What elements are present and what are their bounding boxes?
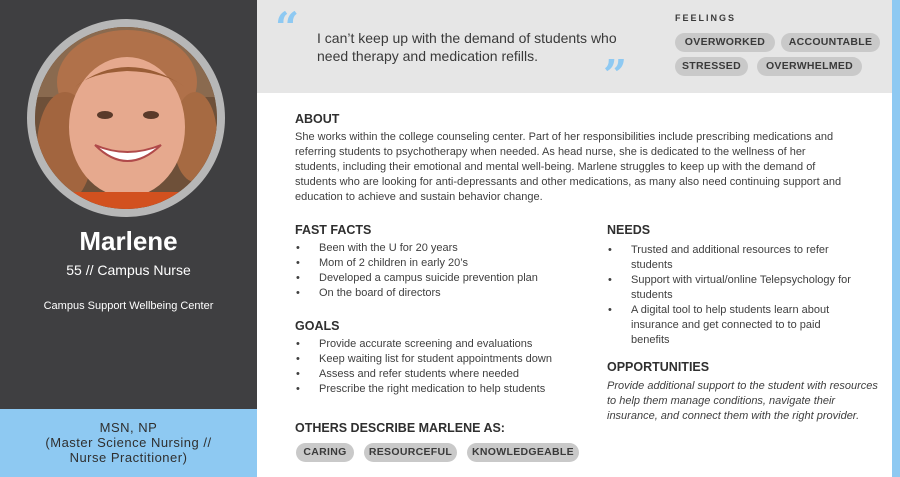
persona-photo-frame [27, 19, 225, 217]
persona-photo [35, 27, 217, 209]
credentials-line: MSN, NP [99, 420, 158, 435]
opportunities-heading: OPPORTUNITIES [607, 360, 710, 374]
accent-stripe [892, 0, 900, 477]
list-item: • Been with the U for 20 years [295, 241, 595, 256]
persona-name: Marlene [79, 226, 178, 256]
feeling-tag: STRESSED [675, 57, 748, 76]
quote-panel [257, 0, 892, 100]
list-item: • Assess and refer students where needed [295, 367, 595, 382]
descriptor-tag: CARING [296, 443, 354, 462]
feeling-tag: ACCOUNTABLE [781, 33, 880, 52]
credentials-line: Nurse Practitioner) [69, 450, 188, 465]
persona-sidebar [0, 0, 257, 477]
credentials-line: (Master Science Nursing // [45, 435, 212, 450]
list-item: • Mom of 2 children in early 20’s [295, 256, 595, 271]
goals-heading: GOALS [295, 319, 340, 333]
persona-quote: I can’t keep up with the demand of students who need therapy and medication refills. [317, 30, 617, 64]
close-quote-icon: ” [603, 51, 628, 100]
descriptor-tag: KNOWLEDGEABLE [467, 443, 579, 462]
about-text: She works within the college counseling center. Part of her responsibilities include prescribing medications and referring students to psychotherapy when needed. As head nurse, she is dedicated to the wellness of her students, including their emotional and mental well-being. Marlene struggles to keep up with the demand of students who are looking for anti-depressants and other medications, as many also need continuing support and education to achieve and sustain behavior change. [295, 131, 842, 203]
list-item: • On the board of directors [295, 286, 595, 301]
feeling-tag: OVERWORKED [675, 33, 775, 52]
about-heading: ABOUT [295, 112, 340, 126]
list-item: • Support with virtual/online Telepsychology for students [607, 273, 857, 303]
list-item: • Provide accurate screening and evaluations [295, 337, 595, 352]
list-item: • Trusted and additional resources to refer students [607, 243, 857, 273]
goals-list [295, 337, 595, 397]
list-item: • Developed a campus suicide prevention plan [295, 271, 595, 286]
fast-facts-list [295, 241, 595, 301]
credentials-box [0, 409, 257, 477]
list-item: • A digital tool to help students learn about insurance and get connected to to paid benefits [607, 303, 857, 348]
list-item: • Prescribe the right medication to help students [295, 382, 595, 397]
persona-workplace: Campus Support Wellbeing Center [43, 300, 214, 312]
needs-list [607, 243, 857, 348]
fast-facts-heading: FAST FACTS [295, 223, 372, 237]
open-quote-icon: “ [275, 3, 300, 52]
others-describe-heading: OTHERS DESCRIBE MARLENE AS: [295, 421, 505, 435]
persona-age-role: 55 // Campus Nurse [66, 262, 191, 278]
persona-portrait-illustration [35, 27, 217, 209]
opportunities-text: Provide additional support to the student with resources to help them manage conditions, navigate their insurance, and connect them with the right provider. [607, 380, 878, 422]
descriptor-tag: RESOURCEFUL [364, 443, 457, 462]
needs-heading: NEEDS [607, 223, 651, 237]
feeling-tag: OVERWHELMED [757, 57, 862, 76]
list-item: • Keep waiting list for student appointments down [295, 352, 595, 367]
feelings-label: FEELINGS [675, 13, 737, 23]
